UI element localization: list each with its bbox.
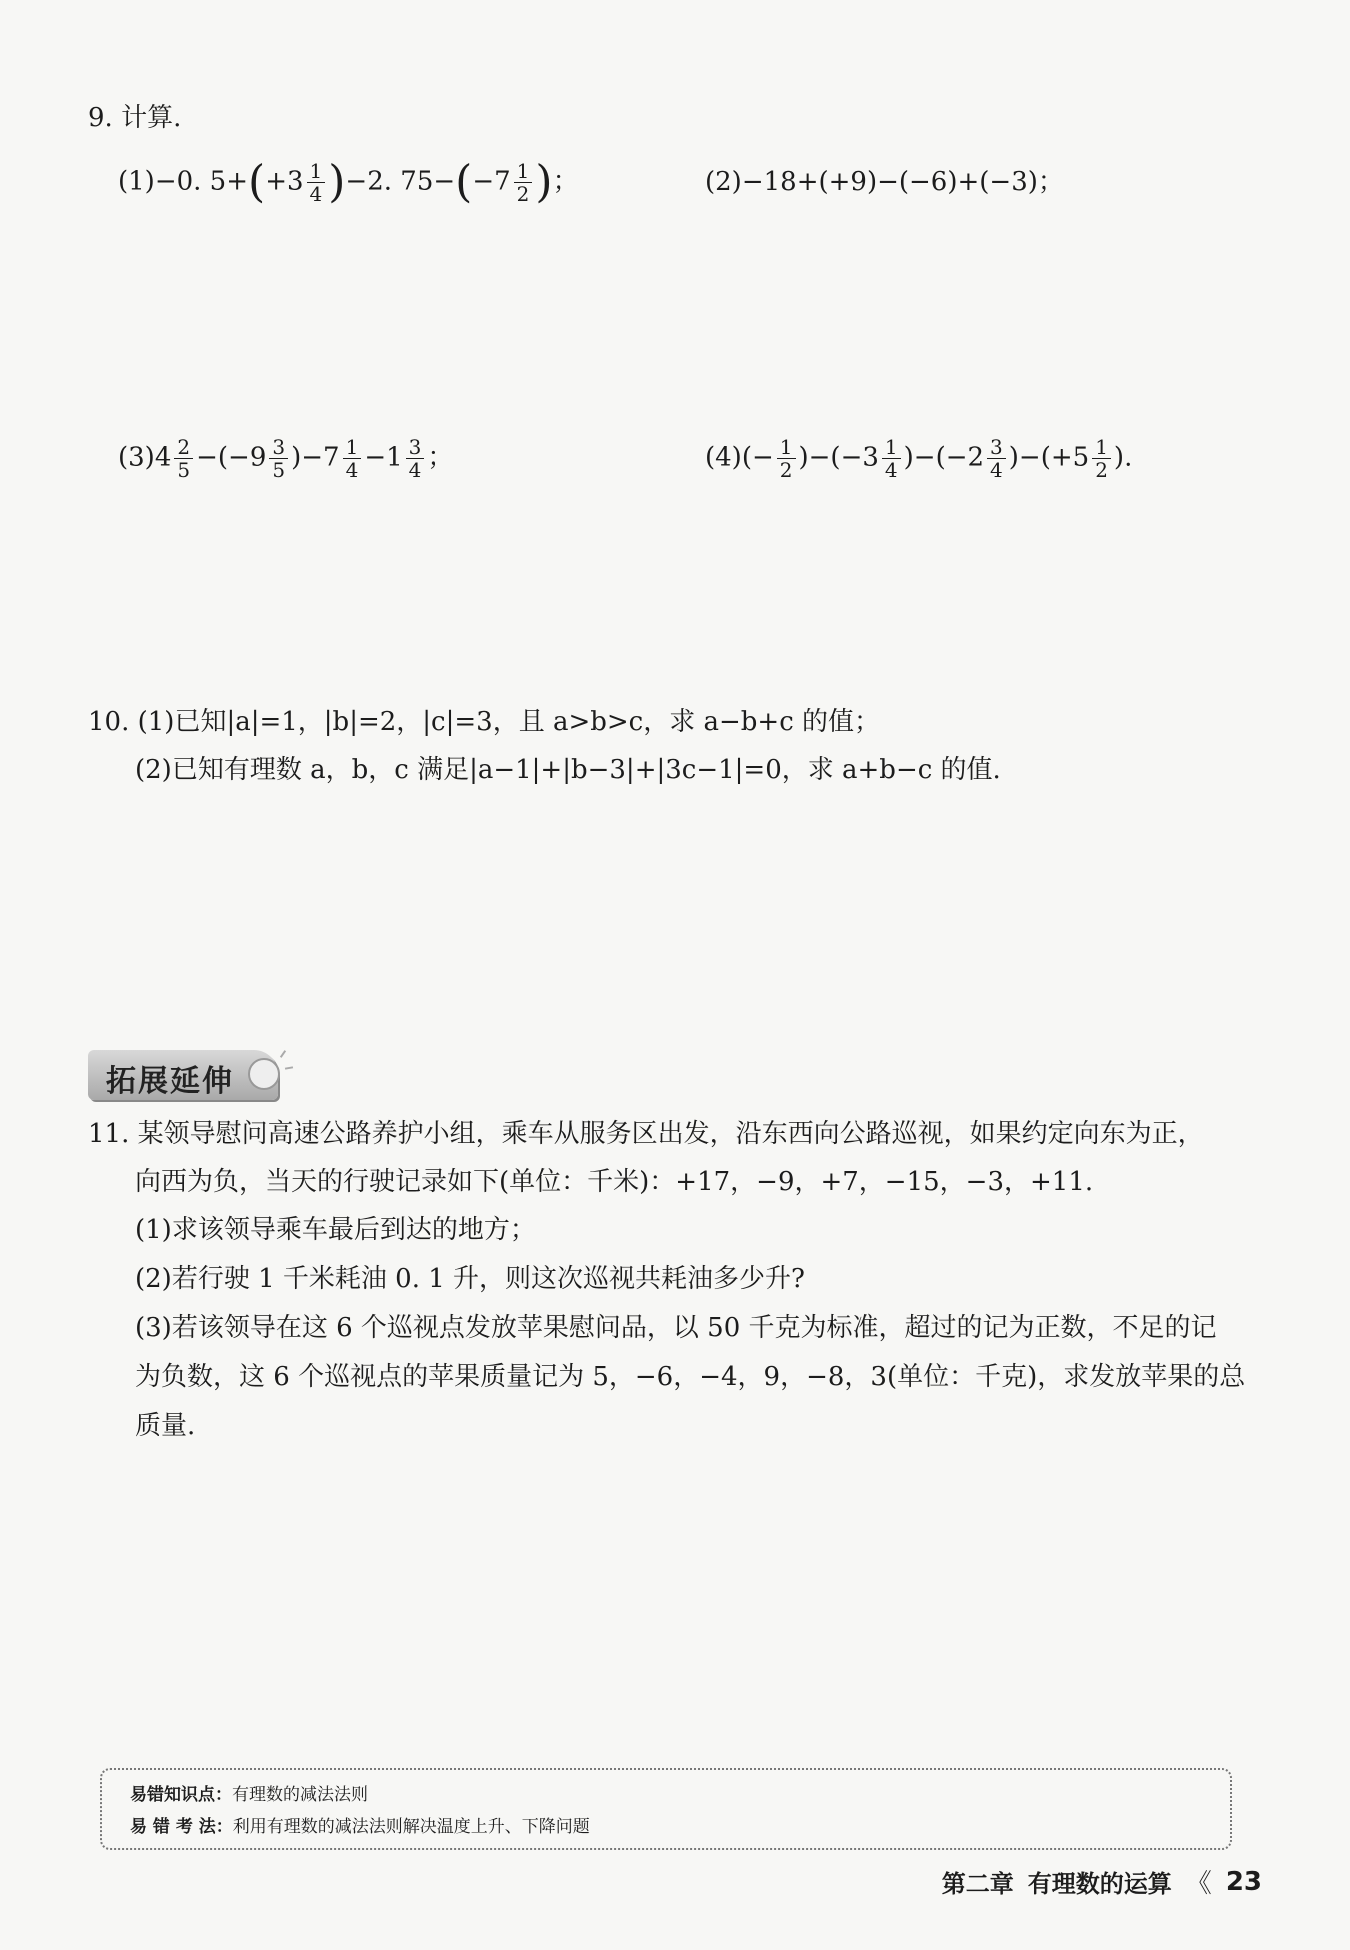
question-11-part-2: (2)若行驶 1 千米耗油 0. 1 升，则这次巡视共耗油多少升?: [135, 1264, 805, 1294]
question-10-part-1: 10. (1)已知|a|=1，|b|=2，|c|=3，且 a>b>c，求 a−b+c 的值；: [88, 707, 881, 737]
expr-text: −1: [364, 442, 403, 473]
numerator: 1: [307, 160, 326, 183]
error-note-box: [100, 1768, 1232, 1850]
paren-close: ): [328, 156, 346, 208]
note-key: 易 错 考 法：: [130, 1817, 233, 1837]
note-value: 利用有理数的减法法则解决温度上升、下降问题: [232, 1817, 590, 1837]
expr-text: +3: [265, 166, 304, 197]
denominator: 2: [1095, 458, 1108, 482]
section-banner-title: 拓展延伸: [106, 1064, 234, 1099]
denominator: 4: [345, 458, 359, 482]
expr-text: )−(−3: [798, 442, 879, 473]
expr-text: ).: [1113, 442, 1133, 473]
note-line-2: [130, 1812, 590, 1837]
expr-text: −7: [472, 166, 511, 197]
expr-text: )−(−2: [903, 442, 985, 473]
note-key: 易错知识点：: [130, 1785, 232, 1805]
chevron-left-icon: 《: [1185, 1869, 1212, 1899]
page-number: 23: [1225, 1866, 1262, 1897]
denominator: 2: [516, 182, 530, 206]
question-11-part-1: (1)求该领导乘车最后到达的地方；: [135, 1215, 536, 1245]
question-11-line-6: 为负数，这 6 个巡视点的苹果质量记为 5，−6，−4，9，−8，3(单位：千克)，求发放苹果的总: [135, 1362, 1246, 1392]
denominator: 5: [272, 458, 286, 482]
expr-text: )−7: [291, 442, 340, 473]
question-11-line-7: 质量.: [135, 1411, 196, 1441]
denominator: 5: [177, 458, 191, 482]
fraction: [987, 436, 1006, 481]
numerator: 3: [987, 436, 1006, 459]
section-label: 有理数的运算: [1027, 1870, 1172, 1898]
fraction: [1092, 436, 1111, 481]
question-11-line-1: 11. 某领导慰问高速公路养护小组，乘车从服务区出发，沿东西向公路巡视，如果约定向东为正，: [88, 1119, 1204, 1149]
fraction: [882, 436, 901, 481]
numerator: 1: [777, 436, 796, 459]
fraction: [307, 160, 326, 205]
fraction: [514, 160, 533, 205]
note-line-1: [130, 1780, 368, 1805]
lightbulb-icon: [248, 1058, 280, 1090]
fraction: [269, 436, 288, 481]
numerator: 2: [174, 436, 193, 459]
fraction: [174, 436, 193, 481]
expr-text: −(−9: [196, 442, 267, 473]
expr-text: −2. 75−: [345, 166, 456, 197]
denominator: 4: [408, 458, 422, 482]
paren-open: (: [248, 156, 266, 208]
numerator: 1: [514, 160, 533, 183]
fraction: [343, 436, 362, 481]
question-11-line-2: 向西为负，当天的行驶记录如下(单位：千米)：+17，−9，+7，−15，−3，+11.: [135, 1167, 1094, 1197]
fraction: [406, 436, 425, 481]
question-9-part-1: [118, 156, 579, 208]
denominator: 2: [779, 458, 793, 482]
question-9-title: 9. 计算.: [88, 103, 182, 133]
numerator: 1: [343, 436, 362, 459]
lightbulb-ray: [280, 1050, 286, 1058]
expr-text: ；: [552, 166, 579, 197]
chapter-label: 第二章: [941, 1870, 1014, 1898]
lightbulb-ray: [285, 1066, 293, 1069]
paren-close: ): [535, 156, 553, 208]
question-9-part-3: [118, 436, 453, 481]
section-banner: [88, 1050, 278, 1100]
page-footer: [942, 1863, 1262, 1900]
numerator: 1: [1092, 436, 1111, 459]
expr-text: (3)4: [118, 442, 172, 473]
paren-open: (: [455, 156, 473, 208]
question-11-part-3: (3)若该领导在这 6 个巡视点发放苹果慰问品，以 50 千克为标准，超过的记为正数，不足的记: [135, 1313, 1217, 1343]
expr-text: (1)−0. 5+: [118, 166, 249, 197]
fraction: [777, 436, 796, 481]
expr-text: )−(+5: [1008, 442, 1090, 473]
question-9-part-4: [705, 436, 1132, 481]
question-10-part-2: (2)已知有理数 a，b，c 满足|a−1|+|b−3|+|3c−1|=0，求 a+b−c 的值.: [135, 755, 1001, 785]
denominator: 4: [309, 182, 323, 206]
denominator: 4: [990, 458, 1003, 482]
expr-text: ；: [427, 442, 454, 473]
expr-text: (4)(−: [705, 442, 774, 473]
numerator: 3: [269, 436, 288, 459]
numerator: 1: [882, 436, 901, 459]
question-9-part-2: (2)−18+(+9)−(−6)+(−3)；: [705, 167, 1064, 197]
note-value: 有理数的减法法则: [232, 1785, 368, 1805]
denominator: 4: [884, 458, 898, 482]
numerator: 3: [406, 436, 425, 459]
